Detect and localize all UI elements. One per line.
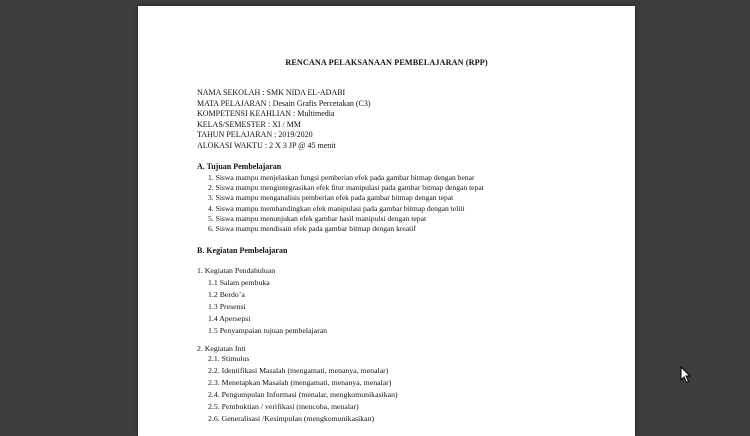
document-page <box>138 6 635 436</box>
list-item: 3. Siswa mampu menganalisis pemberian efek pada gambar bitmap dengan tepat <box>208 193 454 203</box>
list-item: 2.5. Pembuktian / verifikasi (mencoba, menalar) <box>208 402 359 411</box>
time-allocation: ALOKASI WAKTU : 2 X 3 JP @ 45 menit <box>197 140 336 150</box>
list-item: 1. Siswa mampu menjelaskan fungsi pemberian efek pada gambar bitmap dengan benar <box>208 173 475 182</box>
page-title: RENCANA PELAKSANAAN PEMBELAJARAN (RPP) <box>285 58 488 67</box>
list-item: 4. Siswa mampu membandingkan efek manipulasi pada gambar bitmap dengan teliti <box>208 203 465 213</box>
school-name: NAMA SEKOLAH : SMK NIDA EL-ADABI <box>197 88 346 97</box>
list-item: 2.3. Menetapkan Masalah (mengamati, menanya, menalar) <box>208 378 392 387</box>
list-item: 2.6. Generalisasi /Kesimpulan (mengkomunikasikan) <box>208 414 375 423</box>
list-item: 6. Siswa mampu mendisain efek pada gambar bitmap dengan kreatif <box>208 224 416 234</box>
list-item: 2.4. Pengumpulan Informasi (menalar, mengkomunikasikan) <box>208 390 398 399</box>
pendahuluan-list <box>208 277 327 337</box>
list-item: 5. Siswa mampu menunjukan efek gambar hasil manipulsi dengan tepat <box>208 213 427 223</box>
list-item: 1.3 Presensi <box>208 302 246 311</box>
list-item: 1.4 Apersepsi <box>208 314 251 323</box>
list-item: 2.2. Identifikasi Masalah (mengamati, menanya, menalar) <box>208 366 389 375</box>
section-b-heading: B. Kegiatan Pembelajaran <box>197 246 288 255</box>
competency: KOMPETENSI KEAHLIAN : Multimedia <box>197 109 335 118</box>
list-item: 2. Siswa mampu mengintegrasikan efek fitur manipulasi pada gambar bitmap dengan tepat <box>208 183 484 193</box>
class-semester: KELAS/SEMESTER : XI / MM <box>197 119 302 129</box>
mouse-pointer-icon <box>680 366 692 384</box>
pendahuluan-heading: 1. Kegiatan Pendahuluan <box>197 266 276 275</box>
objectives-list <box>208 173 484 234</box>
identity-block <box>197 88 371 151</box>
section-a-heading: A. Tujuan Pembelajaran <box>197 162 282 171</box>
inti-list <box>208 353 398 425</box>
list-item: 1.5 Penyampaian tujuan pembelajaran <box>208 326 328 335</box>
list-item: 1.2 Berdo’a <box>208 290 245 299</box>
subject: MATA PELAJARAN : Desain Grafis Percetakan (C3) <box>197 98 371 108</box>
inti-heading: 2. Kegiatan Inti <box>197 344 246 353</box>
academic-year: TAHUN PELAJARAN : 2019/2020 <box>197 130 313 139</box>
list-item: 1.1 Salam pembuka <box>208 278 270 287</box>
list-item: 2.1. Stimulus <box>208 354 250 363</box>
